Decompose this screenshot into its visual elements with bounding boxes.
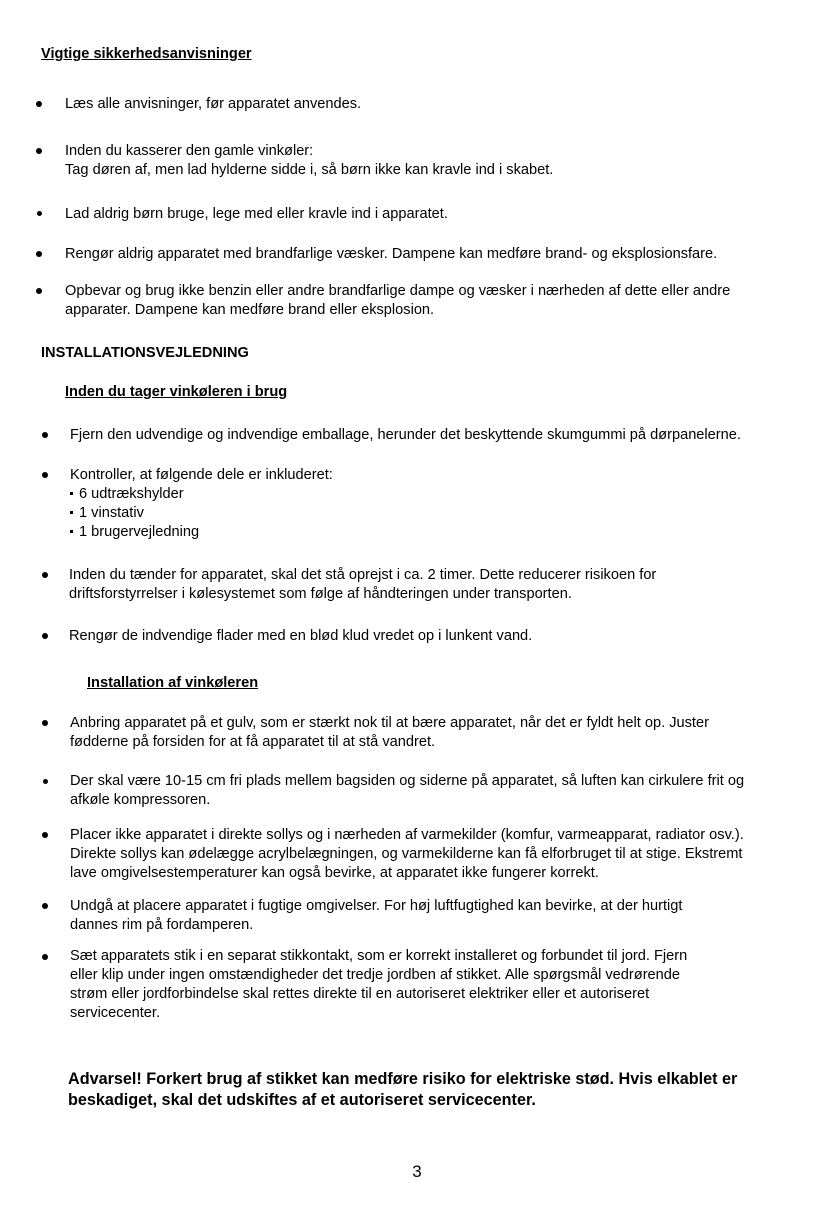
bullet-icon: [42, 903, 48, 909]
safety-item-5-line-2: apparater. Dampene kan medføre brand eller eksplosion.: [65, 302, 435, 318]
before-use-item-1: [70, 426, 741, 445]
bullet-icon: [36, 101, 42, 107]
before-use-item-1-line-1: Fjern den udvendige og indvendige emballage, herunder det beskyttende skumgummi på dørpanelerne.: [70, 427, 741, 443]
safety-heading: Vigtige sikkerhedsanvisninger: [41, 46, 252, 62]
before-use-item-3-line-1: Inden du tænder for apparatet, skal det stå oprejst i ca. 2 timer. Dette reducerer risikoen for: [69, 567, 657, 583]
bullet-icon: [42, 832, 48, 838]
setup-item-5-line-4: servicecenter.: [70, 1005, 161, 1021]
setup-item-5: [70, 947, 687, 1023]
square-bullet-icon: [70, 530, 73, 533]
before-use-item-3: [69, 566, 656, 604]
checklist-item: 1 brugervejledning: [70, 523, 333, 542]
square-bullet-icon: [70, 511, 73, 514]
bullet-icon: [42, 633, 48, 639]
setup-item-1: [70, 714, 709, 752]
warning-notice: [68, 1069, 737, 1111]
setup-item-1-line-2: fødderne på forsiden for at få apparatet til at stå vandret.: [70, 734, 436, 750]
safety-item-3-line-1: Lad aldrig børn bruge, lege med eller kravle ind i apparatet.: [65, 206, 448, 222]
before-use-item-2: [70, 466, 333, 542]
safety-item-1-line-1: Læs alle anvisninger, før apparatet anvendes.: [65, 96, 362, 112]
installation-heading: INSTALLATIONSVEJLEDNING: [41, 345, 249, 361]
safety-item-5-line-1: Opbevar og brug ikke benzin eller andre brandfarlige dampe og væsker i nærheden af dette eller andre: [65, 283, 731, 299]
checklist-item: 1 vinstativ: [70, 504, 333, 523]
bullet-icon: [42, 954, 48, 960]
setup-item-2-line-2: afkøle kompressoren.: [70, 792, 211, 808]
checklist-item: 6 udtrækshylder: [70, 485, 333, 504]
safety-item-3: [65, 205, 448, 224]
setup-heading: Installation af vinkøleren: [87, 675, 259, 691]
safety-item-4: [65, 245, 717, 264]
setup-item-5-line-2: eller klip under ingen omstændigheder det tredje jordben af stikket. Alle spørgsmål vedrørende: [70, 967, 681, 983]
setup-item-2: [70, 772, 744, 810]
safety-item-2: [65, 142, 553, 180]
safety-item-2-line-1: Inden du kasserer den gamle vinkøler:: [65, 143, 314, 159]
safety-item-2-line-2: Tag døren af, men lad hylderne sidde i, så børn ikke kan kravle ind i skabet.: [65, 162, 554, 178]
page-number: 3: [412, 1162, 422, 1181]
bullet-icon: [42, 572, 48, 578]
warning-line-1: Advarsel! Forkert brug af stikket kan medføre risiko for elektriske stød. Hvis elkablet er: [68, 1070, 738, 1088]
safety-item-4-line-1: Rengør aldrig apparatet med brandfarlige væsker. Dampene kan medføre brand- og eksplosionsfare.: [65, 246, 718, 262]
setup-item-4-line-2: dannes rim på fordamperen.: [70, 917, 254, 933]
setup-item-3-line-1: Placer ikke apparatet i direkte sollys og i nærheden af varmekilder (komfur, varmeapparat, radiator osv.).: [70, 827, 744, 843]
bullet-icon: [37, 211, 42, 216]
setup-item-4-line-1: Undgå at placere apparatet i fugtige omgivelser. For høj luftfugtighed kan bevirke, at der hurtigt: [70, 898, 683, 914]
bullet-icon: [42, 472, 48, 478]
bullet-icon: [42, 720, 48, 726]
setup-item-3-line-2: Direkte sollys kan ødelægge acrylbelægningen, og varmekilderne kan få elforbruget til at stige. Ekstremt: [70, 846, 743, 862]
bullet-icon: [36, 251, 42, 257]
setup-item-3: [70, 826, 744, 883]
setup-item-2-line-1: Der skal være 10-15 cm fri plads mellem bagsiden og siderne på apparatet, så luften kan cirkulere frit og: [70, 773, 745, 789]
before-use-item-2-line-1: Kontroller, at følgende dele er inkluderet:: [70, 467, 333, 483]
bullet-icon: [36, 288, 42, 294]
setup-item-5-line-3: strøm eller jordforbindelse skal rettes direkte til en autoriseret elektriker eller et autoriseret: [70, 986, 650, 1002]
warning-line-2: beskadiget, skal det udskiftes af et autoriseret servicecenter.: [68, 1091, 536, 1109]
bullet-icon: [43, 779, 48, 784]
bullet-icon: [42, 432, 48, 438]
before-use-item-4: [69, 627, 532, 646]
before-use-heading: Inden du tager vinkøleren i brug: [65, 384, 288, 400]
safety-item-5: [65, 282, 730, 320]
setup-item-3-line-3: lave omgivelsestemperaturer kan også bevirke, at apparatet ikke fungerer korrekt.: [70, 865, 599, 881]
safety-item-1: [65, 95, 361, 114]
setup-item-1-line-1: Anbring apparatet på et gulv, som er stærkt nok til at bære apparatet, når det er fyldt helt op. Juster: [70, 715, 709, 731]
square-bullet-icon: [70, 492, 73, 495]
bullet-icon: [36, 148, 42, 154]
setup-item-4: [70, 897, 682, 935]
setup-item-5-line-1: Sæt apparatets stik i en separat stikkontakt, som er korrekt installeret og forbundet til jord. Fjern: [70, 948, 688, 964]
before-use-item-3-line-2: driftsforstyrrelser i kølesystemet som følge af håndteringen under transporten.: [69, 586, 572, 602]
before-use-item-4-line-1: Rengør de indvendige flader med en blød klud vredet op i lunkent vand.: [69, 628, 533, 644]
